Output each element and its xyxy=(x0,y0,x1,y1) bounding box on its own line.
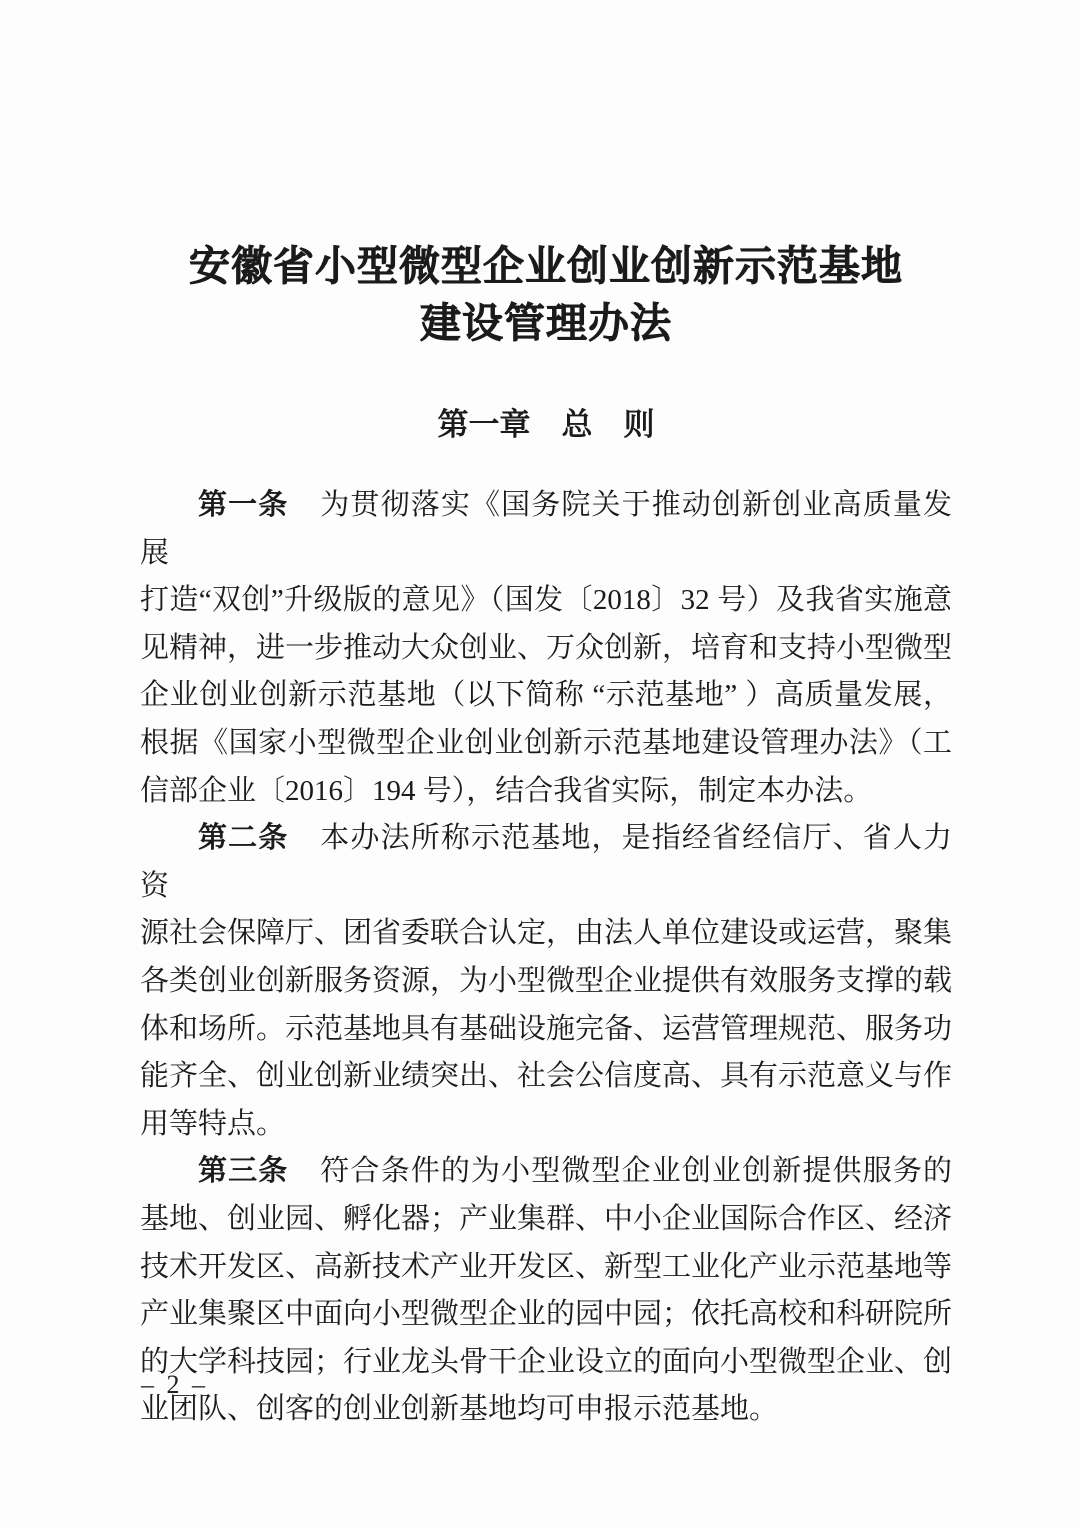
body-line: 企业创业创新示范基地（以下简称 “示范基地” ）高质量发展， xyxy=(140,679,952,712)
page-number: – 2 – xyxy=(141,1370,208,1399)
paragraph-article-2 xyxy=(140,815,952,1148)
document-title-line-1: 安徽省小型微型企业创业创新示范基地 xyxy=(189,243,903,289)
document-title-line-2: 建设管理办法 xyxy=(420,300,672,346)
body-line: 见精神，进一步推动大众创业、万众创新，培育和支持小型微型 xyxy=(140,631,953,664)
body-line: 源社会保障厅、团省委联合认定，由法人单位建设或运营，聚集 xyxy=(140,917,953,950)
body-line: 第三条 符合条件的为小型微型企业创业创新提供服务的 xyxy=(198,1155,952,1188)
paragraph-article-1 xyxy=(140,482,952,815)
body-line: 的大学科技园；行业龙头骨干企业设立的面向小型微型企业、创 xyxy=(140,1345,953,1378)
body-line: 第二条 本办法所称示范基地，是指经省经信厅、省人力资 xyxy=(140,822,952,902)
body-line: 业团队、创客的创业创新基地均可申报示范基地。 xyxy=(140,1393,779,1426)
body-line: 打造“双创”升级版的意见》（国发〔2018〕32 号）及我省实施意 xyxy=(140,584,952,617)
chapter-heading: 第一章 总 则 xyxy=(437,407,655,442)
article-number: 第三条 xyxy=(198,1155,289,1188)
body-line: 各类创业创新服务资源，为小型微型企业提供有效服务支撑的载 xyxy=(140,964,953,997)
paragraph-article-3 xyxy=(140,1148,952,1434)
body-line: 根据《国家小型微型企业创业创新示范基地建设管理办法》（工 xyxy=(140,726,952,759)
article-number: 第二条 xyxy=(198,822,289,855)
document-body xyxy=(140,482,952,1434)
document-title xyxy=(140,238,952,352)
article-number: 第一条 xyxy=(198,489,289,521)
body-line: 体和场所。示范基地具有基础设施完备、运营管理规范、服务功 xyxy=(140,1012,953,1045)
body-line: 用等特点。 xyxy=(140,1107,286,1140)
body-line: 技术开发区、高新技术产业开发区、新型工业化产业示范基地等 xyxy=(140,1250,953,1283)
body-line: 产业集聚区中面向小型微型企业的园中园；依托高校和科研院所 xyxy=(140,1298,953,1331)
body-line: 基地、创业园、孵化器；产业集群、中小企业国际合作区、经济 xyxy=(140,1202,953,1235)
body-line: 能齐全、创业创新业绩突出、社会公信度高、具有示范意义与作 xyxy=(140,1060,953,1093)
body-line: 信部企业〔2016〕194 号），结合我省实际，制定本办法。 xyxy=(140,774,873,807)
body-line: 第一条 为贯彻落实《国务院关于推动创新创业高质量发展 xyxy=(140,489,952,569)
